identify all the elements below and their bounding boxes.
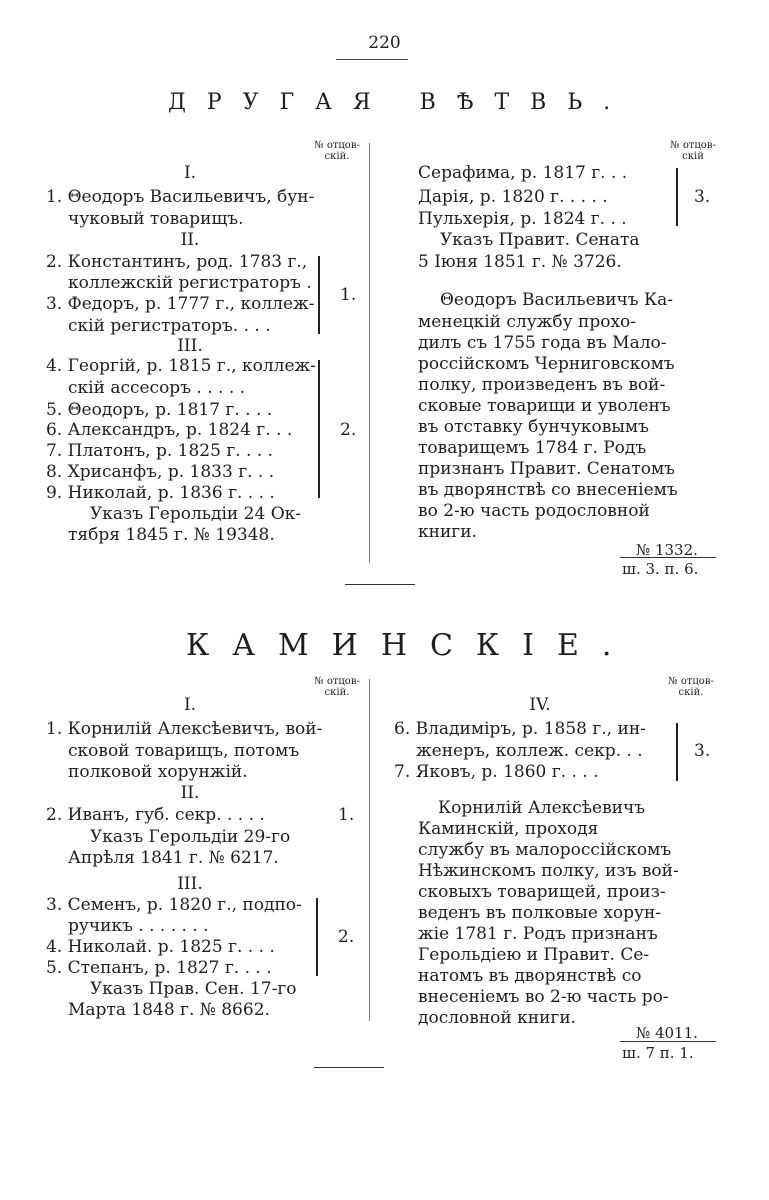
entry-line: скій регистраторъ. . . .: [68, 316, 271, 336]
entry-line: 2. Иванъ, губ. секр. . . . .: [46, 805, 265, 825]
col-header-line: № отцов-: [314, 676, 360, 687]
col-header-line: № отцов-: [670, 140, 716, 151]
section-divider: [345, 584, 415, 585]
section2-right-col-header: [660, 676, 722, 698]
reference-location: ш. 7 п. 1.: [622, 1044, 694, 1062]
page-number: 220: [368, 33, 401, 53]
bracket: [318, 360, 320, 498]
section2-left-col-header: [306, 676, 368, 698]
entry-line: 2. Константинъ, род. 1783 г.,: [46, 252, 308, 272]
col-header-line: № отцов-: [314, 140, 360, 151]
text-line: жіе 1781 г. Родъ признанъ: [418, 924, 658, 944]
col-header-line: скій.: [678, 687, 704, 698]
section1-left-col-header: [306, 140, 368, 162]
father-number: 2.: [338, 927, 355, 947]
entry-line: полковой хорунжій.: [68, 762, 248, 782]
entry-line: 1. Θеодоръ Васильевичъ, бун-: [46, 187, 315, 207]
bracket: [316, 898, 318, 976]
text-line: книги.: [418, 522, 477, 542]
entry-line: Дарія, р. 1820 г. . . . .: [418, 187, 608, 207]
generation-heading: IV.: [529, 695, 551, 715]
bracket: [676, 723, 678, 781]
text-line: въ отставку бунчуковымъ: [418, 417, 649, 437]
entry-line: 5. Степанъ, р. 1827 г. . . .: [46, 958, 272, 978]
text-line: дословной книги.: [418, 1008, 577, 1028]
entry-line: Серафима, р. 1817 г. . .: [418, 163, 628, 183]
col-header-line: № отцов-: [668, 676, 714, 687]
father-number: 1.: [338, 805, 355, 825]
entry-line: сковой товарищъ, потомъ: [68, 741, 300, 761]
col-header-line: скій: [682, 151, 704, 162]
text-line: товарищемъ 1784 г. Родъ: [418, 438, 647, 458]
section2-title: КАМИНСКІЕ.: [186, 628, 635, 663]
text-line: Нѣжинскомъ полку, изъ вой-: [418, 861, 679, 881]
text-line: въ дворянствѣ со внесеніемъ: [418, 480, 678, 500]
entry-line: 9. Николай, р. 1836 г. . . .: [46, 483, 275, 503]
text-line: во 2-ю часть родословной: [418, 501, 650, 521]
decree-line: Марта 1848 г. № 8662.: [68, 1000, 270, 1020]
generation-heading: III.: [177, 874, 203, 894]
entry-line: 6. Александръ, р. 1824 г. . .: [46, 420, 293, 440]
father-number: 3.: [694, 187, 711, 207]
father-number: 1.: [340, 285, 357, 305]
decree-line: тября 1845 г. № 19348.: [68, 525, 275, 545]
entry-line: 6. Владиміръ, р. 1858 г., ин-: [394, 719, 646, 739]
generation-heading: III.: [177, 336, 203, 356]
text-line: внесеніемъ во 2-ю часть ро-: [418, 987, 669, 1007]
section-divider: [314, 1067, 384, 1068]
decree-line: Указъ Герольдіи 29-го: [90, 827, 291, 847]
reference-number: № 1332.: [636, 541, 698, 559]
text-line: службу въ малороссійскомъ: [418, 840, 672, 860]
text-line: россійскомъ Черниговскомъ: [418, 354, 675, 374]
text-line: Θеодоръ Васильевичъ Ка-: [440, 290, 674, 310]
decree-line: Указъ Правит. Сената: [440, 230, 640, 250]
text-line: Корнилій Алексѣевичъ: [438, 798, 646, 818]
text-line: веденъ въ полковые хорун-: [418, 903, 662, 923]
entry-line: 1. Корнилій Алексѣевичъ, вой-: [46, 719, 323, 739]
entry-line: 7. Яковъ, р. 1860 г. . . .: [394, 762, 599, 782]
decree-line: Указъ Прав. Сен. 17-го: [90, 979, 297, 999]
text-line: менецкій службу прохо-: [418, 312, 637, 332]
entry-line: 8. Хрисанфъ, р. 1833 г. . .: [46, 462, 275, 482]
text-line: полку, произведенъ въ вой-: [418, 375, 666, 395]
generation-heading: II.: [180, 783, 200, 803]
father-number: 3.: [694, 741, 711, 761]
reference-rule: [620, 1041, 716, 1042]
entry-line: женеръ, коллеж. секр. . .: [416, 741, 643, 761]
section2-column-rule: [369, 679, 370, 1021]
reference-number: № 4011.: [636, 1024, 698, 1042]
father-number: 2.: [340, 420, 357, 440]
section1-right-col-header: [662, 140, 724, 162]
generation-heading: II.: [180, 230, 200, 250]
entry-line: Пульхерія, р. 1824 г. . .: [418, 209, 627, 229]
text-line: дилъ съ 1755 года въ Мало-: [418, 333, 667, 353]
entry-line: 5. Θеодоръ, р. 1817 г. . . .: [46, 400, 273, 420]
generation-heading: I.: [183, 163, 197, 183]
decree-line: Апрѣля 1841 г. № 6217.: [68, 848, 279, 868]
decree-line: Указъ Герольдіи 24 Ок-: [90, 504, 302, 524]
text-line: признанъ Правит. Сенатомъ: [418, 459, 676, 479]
page-number-rule: [336, 59, 408, 60]
text-line: Герольдіею и Правит. Се-: [418, 945, 650, 965]
col-header-line: скій.: [324, 151, 350, 162]
entry-line: 3. Федоръ, р. 1777 г., коллеж-: [46, 294, 315, 314]
bracket: [318, 256, 320, 334]
reference-location: ш. 3. п. 6.: [622, 560, 699, 578]
text-line: натомъ въ дворянствѣ со: [418, 966, 642, 986]
entry-line: 3. Семенъ, р. 1820 г., подпо-: [46, 895, 302, 915]
generation-heading: I.: [183, 695, 197, 715]
text-line: Каминскій, проходя: [418, 819, 599, 839]
entry-line: 7. Платонъ, р. 1825 г. . . .: [46, 441, 274, 461]
section1-column-rule: [369, 143, 370, 563]
entry-line: 4. Георгій, р. 1815 г., коллеж-: [46, 356, 316, 376]
reference-rule: [620, 557, 716, 558]
text-line: сковыхъ товарищей, произ-: [418, 882, 666, 902]
bracket: [676, 168, 678, 226]
entry-line: скій ассесоръ . . . . .: [68, 378, 246, 398]
entry-line: чуковый товарищъ.: [68, 209, 244, 229]
entry-line: ручикъ . . . . . . .: [68, 916, 209, 936]
entry-line: коллежскій регистраторъ .: [68, 273, 312, 293]
section1-title: ДРУГАЯ ВѢТВЬ.: [168, 90, 632, 115]
col-header-line: скій.: [324, 687, 350, 698]
decree-line: 5 Іюня 1851 г. № 3726.: [418, 252, 622, 272]
text-line: сковые товарищи и уволенъ: [418, 396, 671, 416]
entry-line: 4. Николай. р. 1825 г. . . .: [46, 937, 275, 957]
